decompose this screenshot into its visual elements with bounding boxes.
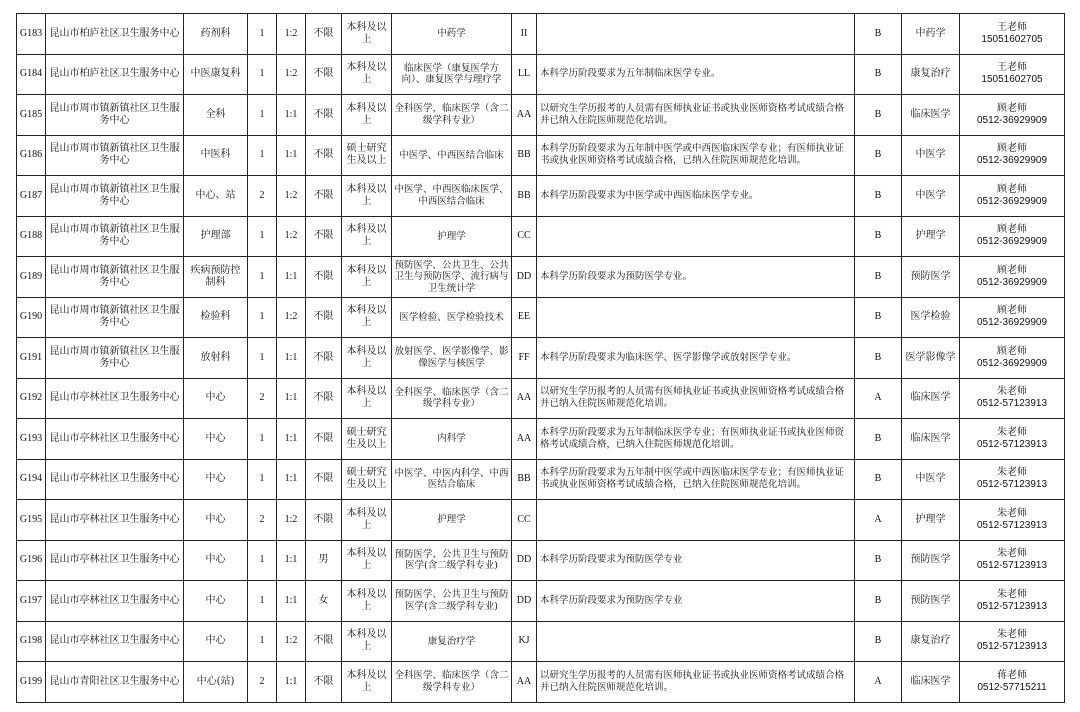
exam-ratio-cell: 1:2 (277, 176, 306, 217)
exam-ratio-cell: 1:1 (277, 419, 306, 460)
headcount-cell: 2 (248, 662, 277, 703)
gender-cell: 不限 (306, 338, 342, 379)
requirement-note-cell: 以研究生学历报考的人员需有医师执业证书或执业医师资格考试成绩合格并已纳入住院医师规范化培训。 (537, 378, 855, 419)
education-cell: 本科及以上 (342, 378, 392, 419)
major-code-cell: DD (512, 257, 537, 298)
headcount-cell: 2 (248, 176, 277, 217)
unit-name-cell: 昆山市周市镇新镇社区卫生服务中心 (46, 297, 184, 338)
education-cell: 硕士研究生及以上 (342, 419, 392, 460)
position-code-cell: G190 (17, 297, 46, 338)
department-cell: 检验科 (184, 297, 248, 338)
education-cell: 本科及以上 (342, 54, 392, 95)
major-cell: 预防医学、公共卫生与预防医学(含二级学科专业) (392, 540, 512, 581)
major-cell: 预防医学、公共卫生与预防医学(含二级学科专业) (392, 581, 512, 622)
unit-name-cell: 昆山市亭林社区卫生服务中心 (46, 581, 184, 622)
major-cell: 护理学 (392, 216, 512, 257)
position-code-cell: G193 (17, 419, 46, 460)
table-row (17, 378, 1065, 419)
contact-cell (960, 500, 1065, 541)
headcount-cell: 1 (248, 54, 277, 95)
table-row (17, 135, 1065, 176)
headcount-cell: 1 (248, 459, 277, 500)
contact-phone: 0512-36929909 (976, 236, 1048, 248)
major-code-cell: LL (512, 54, 537, 95)
table-row (17, 459, 1065, 500)
table-row (17, 419, 1065, 460)
exam-field-cell: 预防医学 (902, 540, 960, 581)
gender-cell: 不限 (306, 54, 342, 95)
table-row (17, 297, 1065, 338)
exam-field-cell: 中医学 (902, 135, 960, 176)
major-code-cell: AA (512, 419, 537, 460)
headcount-cell: 1 (248, 540, 277, 581)
contact-cell (960, 14, 1065, 55)
department-cell: 疾病预防控制科 (184, 257, 248, 298)
requirement-note-cell: 本科学历阶段要求为预防医学专业 (537, 581, 855, 622)
exam-field-cell: 临床医学 (902, 95, 960, 136)
gender-cell: 不限 (306, 14, 342, 55)
contact-cell (960, 176, 1065, 217)
contact-name: 顾老师 (997, 264, 1027, 276)
position-code-cell: G185 (17, 95, 46, 136)
contact-name: 朱老师 (997, 629, 1027, 641)
table-row (17, 662, 1065, 703)
contact-name: 王老师 (997, 62, 1027, 74)
headcount-cell: 1 (248, 419, 277, 460)
major-cell: 医学检验、医学检验技术 (392, 297, 512, 338)
exam-field-cell: 预防医学 (902, 257, 960, 298)
department-cell: 中心 (184, 621, 248, 662)
headcount-cell: 1 (248, 95, 277, 136)
exam-ratio-cell: 1:1 (277, 662, 306, 703)
requirement-note-cell: 以研究生学历报考的人员需有医师执业证书或执业医师资格考试成绩合格并已纳入住院医师规范化培训。 (537, 95, 855, 136)
unit-name-cell: 昆山市周市镇新镇社区卫生服务中心 (46, 216, 184, 257)
unit-name-cell: 昆山市青阳社区卫生服务中心 (46, 662, 184, 703)
unit-name-cell: 昆山市周市镇新镇社区卫生服务中心 (46, 135, 184, 176)
exam-ratio-cell: 1:2 (277, 14, 306, 55)
category-cell: B (855, 54, 902, 95)
gender-cell: 不限 (306, 662, 342, 703)
requirement-note-cell: 本科学历阶段要求为五年制中医学或中西医临床医学专业；有医师执业证书或执业医师资格考试成绩合格，已纳入住院医师规范化培训。 (537, 459, 855, 500)
education-cell: 本科及以上 (342, 176, 392, 217)
requirement-note-cell: 本科学历阶段要求为预防医学专业 (537, 540, 855, 581)
exam-field-cell: 康复治疗 (902, 621, 960, 662)
department-cell: 中心(站) (184, 662, 248, 703)
major-code-cell: DD (512, 581, 537, 622)
category-cell: B (855, 95, 902, 136)
department-cell: 中心 (184, 500, 248, 541)
requirement-note-cell (537, 500, 855, 541)
major-code-cell: AA (512, 378, 537, 419)
contact-phone: 0512-36929909 (976, 195, 1048, 207)
department-cell: 中心 (184, 459, 248, 500)
contact-phone: 0512-57715211 (977, 681, 1047, 693)
requirement-note-cell: 本科学历阶段要求为预防医学专业。 (537, 257, 855, 298)
contact-name: 朱老师 (997, 426, 1027, 438)
requirement-note-cell (537, 216, 855, 257)
category-cell: B (855, 135, 902, 176)
category-cell: B (855, 14, 902, 55)
category-cell: B (855, 297, 902, 338)
contact-phone: 0512-57123913 (976, 600, 1048, 612)
position-code-cell: G191 (17, 338, 46, 379)
major-cell: 临床医学（康复医学方向）、康复医学与理疗学 (392, 54, 512, 95)
unit-name-cell: 昆山市亭林社区卫生服务中心 (46, 500, 184, 541)
gender-cell: 不限 (306, 95, 342, 136)
department-cell: 中心 (184, 419, 248, 460)
contact-cell (960, 419, 1065, 460)
headcount-cell: 2 (248, 500, 277, 541)
contact-cell (960, 54, 1065, 95)
contact-cell (960, 378, 1065, 419)
position-code-cell: G197 (17, 581, 46, 622)
education-cell: 本科及以上 (342, 95, 392, 136)
exam-field-cell: 医学检验 (902, 297, 960, 338)
contact-name: 顾老师 (997, 305, 1027, 317)
category-cell: B (855, 216, 902, 257)
major-cell: 全科医学，临床医学（含二级学科专业） (392, 95, 512, 136)
contact-name: 顾老师 (997, 143, 1027, 155)
table-row (17, 540, 1065, 581)
requirement-note-cell: 本科学历阶段要求为中医学或中西医临床医学专业。 (537, 176, 855, 217)
major-cell: 中医学、中西医临床医学、中西医结合临床 (392, 176, 512, 217)
unit-name-cell: 昆山市亭林社区卫生服务中心 (46, 419, 184, 460)
education-cell: 本科及以上 (342, 662, 392, 703)
position-code-cell: G186 (17, 135, 46, 176)
gender-cell: 不限 (306, 500, 342, 541)
major-code-cell: BB (512, 459, 537, 500)
department-cell: 中医康复科 (184, 54, 248, 95)
position-code-cell: G194 (17, 459, 46, 500)
department-cell: 药剂科 (184, 14, 248, 55)
exam-ratio-cell: 1:1 (277, 378, 306, 419)
exam-ratio-cell: 1:1 (277, 338, 306, 379)
exam-ratio-cell: 1:2 (277, 500, 306, 541)
major-code-cell: AA (512, 662, 537, 703)
unit-name-cell: 昆山市亭林社区卫生服务中心 (46, 621, 184, 662)
exam-field-cell: 临床医学 (902, 662, 960, 703)
headcount-cell: 1 (248, 581, 277, 622)
headcount-cell: 1 (248, 135, 277, 176)
category-cell: B (855, 621, 902, 662)
education-cell: 本科及以上 (342, 540, 392, 581)
category-cell: B (855, 419, 902, 460)
major-code-cell: EE (512, 297, 537, 338)
position-code-cell: G195 (17, 500, 46, 541)
contact-name: 顾老师 (997, 102, 1027, 114)
major-code-cell: KJ (512, 621, 537, 662)
major-code-cell: CC (512, 216, 537, 257)
gender-cell: 男 (306, 540, 342, 581)
contact-phone: 0512-36929909 (976, 276, 1048, 288)
gender-cell: 女 (306, 581, 342, 622)
position-code-cell: G198 (17, 621, 46, 662)
exam-field-cell: 预防医学 (902, 581, 960, 622)
unit-name-cell: 昆山市周市镇新镇社区卫生服务中心 (46, 176, 184, 217)
department-cell: 中心 (184, 540, 248, 581)
contact-phone: 0512-36929909 (976, 114, 1048, 126)
education-cell: 本科及以上 (342, 621, 392, 662)
requirement-note-cell: 本科学历阶段要求为五年制临床医学专业。 (537, 54, 855, 95)
contact-cell (960, 621, 1065, 662)
category-cell: B (855, 581, 902, 622)
education-cell: 本科及以上 (342, 257, 392, 298)
contact-name: 顾老师 (997, 183, 1027, 195)
major-cell: 中药学 (392, 14, 512, 55)
exam-field-cell: 护理学 (902, 500, 960, 541)
gender-cell: 不限 (306, 216, 342, 257)
education-cell: 本科及以上 (342, 14, 392, 55)
unit-name-cell: 昆山市周市镇新镇社区卫生服务中心 (46, 338, 184, 379)
gender-cell: 不限 (306, 621, 342, 662)
education-cell: 本科及以上 (342, 297, 392, 338)
category-cell: A (855, 500, 902, 541)
education-cell: 硕士研究生及以上 (342, 135, 392, 176)
contact-phone: 0512-57123913 (976, 479, 1048, 491)
education-cell: 本科及以上 (342, 581, 392, 622)
unit-name-cell: 昆山市柏庐社区卫生服务中心 (46, 54, 184, 95)
contact-name: 顾老师 (997, 345, 1027, 357)
contact-cell (960, 257, 1065, 298)
department-cell: 放射科 (184, 338, 248, 379)
requirement-note-cell: 本科学历阶段要求为临床医学、医学影像学或放射医学专业。 (537, 338, 855, 379)
contact-name: 朱老师 (997, 507, 1027, 519)
gender-cell: 不限 (306, 419, 342, 460)
category-cell: B (855, 176, 902, 217)
contact-name: 朱老师 (997, 548, 1027, 560)
exam-field-cell: 医学影像学 (902, 338, 960, 379)
major-cell: 护理学 (392, 500, 512, 541)
table-row (17, 54, 1065, 95)
contact-phone: 0512-36929909 (976, 155, 1048, 167)
position-code-cell: G196 (17, 540, 46, 581)
education-cell: 本科及以上 (342, 216, 392, 257)
requirement-note-cell (537, 14, 855, 55)
position-code-cell: G187 (17, 176, 46, 217)
contact-phone: 0512-57123913 (976, 519, 1048, 531)
contact-cell (960, 338, 1065, 379)
exam-field-cell: 临床医学 (902, 419, 960, 460)
table-row (17, 500, 1065, 541)
exam-field-cell: 临床医学 (902, 378, 960, 419)
position-code-cell: G183 (17, 14, 46, 55)
major-code-cell: FF (512, 338, 537, 379)
gender-cell: 不限 (306, 176, 342, 217)
category-cell: A (855, 662, 902, 703)
gender-cell: 不限 (306, 459, 342, 500)
major-code-cell: DD (512, 540, 537, 581)
table-row (17, 176, 1065, 217)
major-code-cell: BB (512, 176, 537, 217)
position-code-cell: G192 (17, 378, 46, 419)
exam-field-cell: 护理学 (902, 216, 960, 257)
unit-name-cell: 昆山市柏庐社区卫生服务中心 (46, 14, 184, 55)
major-cell: 康复治疗学 (392, 621, 512, 662)
major-cell: 中医学、中西医结合临床 (392, 135, 512, 176)
department-cell: 全科 (184, 95, 248, 136)
department-cell: 中医科 (184, 135, 248, 176)
department-cell: 中心 (184, 581, 248, 622)
department-cell: 护理部 (184, 216, 248, 257)
table-body (17, 14, 1065, 703)
exam-field-cell: 中医学 (902, 459, 960, 500)
exam-ratio-cell: 1:1 (277, 135, 306, 176)
contact-phone: 0512-36929909 (976, 317, 1048, 329)
department-cell: 中心 (184, 378, 248, 419)
contact-phone: 0512-57123913 (976, 641, 1048, 653)
headcount-cell: 1 (248, 338, 277, 379)
requirement-note-cell: 以研究生学历报考的人员需有医师执业证书或执业医师资格考试成绩合格并已纳入住院医师规范化培训。 (537, 662, 855, 703)
major-cell: 全科医学、临床医学（含二级学科专业） (392, 662, 512, 703)
exam-ratio-cell: 1:2 (277, 621, 306, 662)
requirement-note-cell (537, 297, 855, 338)
unit-name-cell: 昆山市周市镇新镇社区卫生服务中心 (46, 257, 184, 298)
headcount-cell: 1 (248, 297, 277, 338)
category-cell: B (855, 338, 902, 379)
education-cell: 本科及以上 (342, 500, 392, 541)
requirement-note-cell (537, 621, 855, 662)
contact-cell (960, 135, 1065, 176)
position-code-cell: G199 (17, 662, 46, 703)
major-code-cell: II (512, 14, 537, 55)
contact-name: 朱老师 (997, 386, 1027, 398)
headcount-cell: 1 (248, 14, 277, 55)
contact-name: 蒋老师 (997, 669, 1027, 681)
exam-field-cell: 中药学 (902, 14, 960, 55)
major-cell: 全科医学、临床医学（含二级学科专业） (392, 378, 512, 419)
exam-ratio-cell: 1:1 (277, 257, 306, 298)
gender-cell: 不限 (306, 257, 342, 298)
contact-name: 王老师 (997, 21, 1027, 33)
contact-name: 朱老师 (997, 588, 1027, 600)
position-code-cell: G188 (17, 216, 46, 257)
position-code-cell: G184 (17, 54, 46, 95)
contact-phone: 0512-36929909 (976, 357, 1048, 369)
exam-field-cell: 中医学 (902, 176, 960, 217)
major-cell: 内科学 (392, 419, 512, 460)
contact-cell (960, 95, 1065, 136)
contact-cell (960, 297, 1065, 338)
major-cell: 中医学、中医内科学、中西医结合临床 (392, 459, 512, 500)
contact-cell (960, 662, 1065, 703)
exam-ratio-cell: 1:1 (277, 581, 306, 622)
department-cell: 中心、站 (184, 176, 248, 217)
recruitment-table (16, 13, 1065, 703)
contact-name: 朱老师 (997, 467, 1027, 479)
table-row (17, 257, 1065, 298)
exam-ratio-cell: 1:1 (277, 95, 306, 136)
contact-phone: 0512-57123913 (976, 438, 1048, 450)
contact-cell (960, 459, 1065, 500)
contact-phone: 0512-57123913 (976, 398, 1048, 410)
exam-ratio-cell: 1:2 (277, 297, 306, 338)
table-row (17, 216, 1065, 257)
category-cell: A (855, 378, 902, 419)
position-code-cell: G189 (17, 257, 46, 298)
table-row (17, 338, 1065, 379)
contact-phone: 15051602705 (981, 33, 1043, 45)
education-cell: 硕士研究生及以上 (342, 459, 392, 500)
education-cell: 本科及以上 (342, 338, 392, 379)
headcount-cell: 1 (248, 216, 277, 257)
contact-cell (960, 581, 1065, 622)
table-row (17, 95, 1065, 136)
unit-name-cell: 昆山市亭林社区卫生服务中心 (46, 540, 184, 581)
requirement-note-cell: 本科学历阶段要求为五年制临床医学专业；有医师执业证书或执业医师资格考试成绩合格，已纳入住院医师规范化培训。 (537, 419, 855, 460)
headcount-cell: 1 (248, 257, 277, 298)
category-cell: B (855, 540, 902, 581)
category-cell: B (855, 459, 902, 500)
exam-ratio-cell: 1:1 (277, 540, 306, 581)
unit-name-cell: 昆山市亭林社区卫生服务中心 (46, 378, 184, 419)
major-cell: 放射医学、医学影像学、影像医学与核医学 (392, 338, 512, 379)
contact-name: 顾老师 (997, 224, 1027, 236)
major-code-cell: AA (512, 95, 537, 136)
gender-cell: 不限 (306, 135, 342, 176)
gender-cell: 不限 (306, 378, 342, 419)
gender-cell: 不限 (306, 297, 342, 338)
exam-ratio-cell: 1:1 (277, 459, 306, 500)
unit-name-cell: 昆山市亭林社区卫生服务中心 (46, 459, 184, 500)
category-cell: B (855, 257, 902, 298)
contact-phone: 0512-57123913 (976, 560, 1048, 572)
headcount-cell: 1 (248, 621, 277, 662)
major-cell: 预防医学、公共卫生、公共卫生与预防医学、流行病与卫生统计学 (392, 257, 512, 298)
contact-cell (960, 216, 1065, 257)
headcount-cell: 2 (248, 378, 277, 419)
major-code-cell: BB (512, 135, 537, 176)
contact-cell (960, 540, 1065, 581)
major-code-cell: CC (512, 500, 537, 541)
table-row (17, 621, 1065, 662)
contact-phone: 15051602705 (981, 74, 1043, 86)
table-row (17, 581, 1065, 622)
unit-name-cell: 昆山市周市镇新镇社区卫生服务中心 (46, 95, 184, 136)
table-row (17, 14, 1065, 55)
requirement-note-cell: 本科学历阶段要求为五年制中医学或中西医临床医学专业；有医师执业证书或执业医师资格考试成绩合格，已纳入住院医师规范化培训。 (537, 135, 855, 176)
exam-ratio-cell: 1:2 (277, 54, 306, 95)
exam-ratio-cell: 1:2 (277, 216, 306, 257)
exam-field-cell: 康复治疗 (902, 54, 960, 95)
